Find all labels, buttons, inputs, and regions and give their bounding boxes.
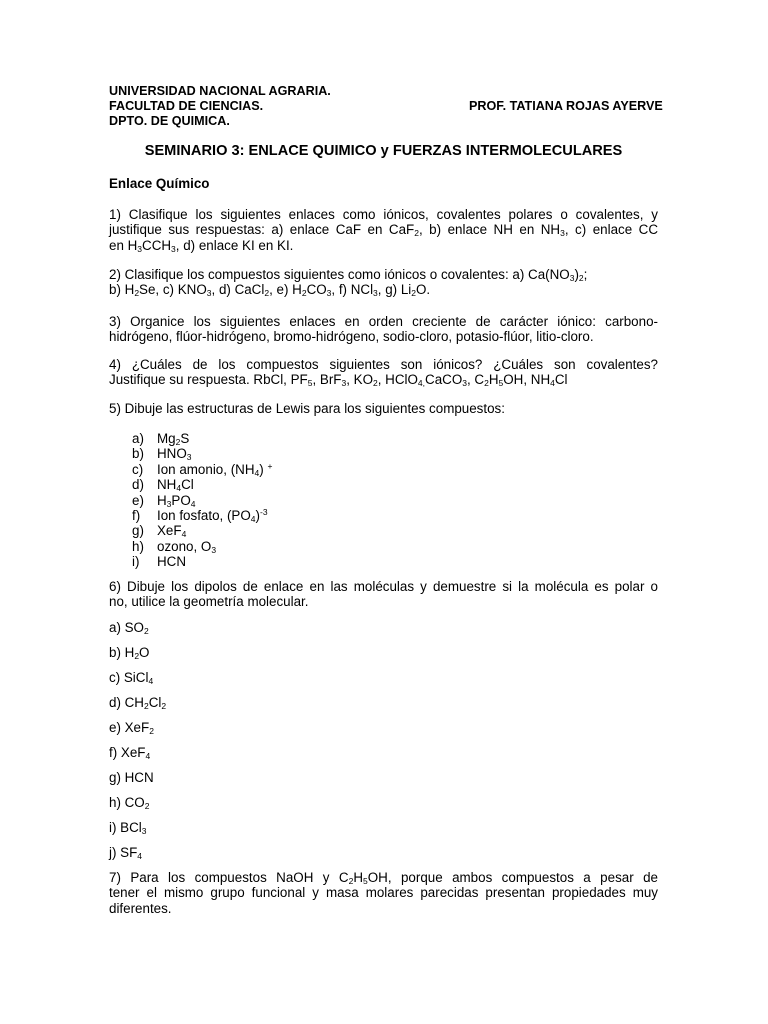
q5-list xyxy=(132,431,272,570)
q6-line1: 6) Dibuje los dipolos de enlace en las moléculas y demuestre si la molécula es polar o xyxy=(109,579,658,594)
question-4 xyxy=(109,357,658,388)
list-item: f) Ion fosfato, $(PO_4)^{-3}$ xyxy=(132,506,268,524)
q6-item-j: j) $SF_4$ xyxy=(109,845,142,861)
q6-line2: no, utilice la geometría molecular. xyxy=(109,594,309,610)
q6-item-c: c) SiCl$_4$ xyxy=(109,670,154,686)
list-item: d) $NH_4Cl$ xyxy=(132,477,194,494)
question-3 xyxy=(109,314,658,345)
q6-item-e: e) XeF$_2$ xyxy=(109,720,154,736)
list-item: a) $Mg_2S$ xyxy=(132,431,190,447)
q7-line2: tener el mismo grupo funcional y masa molares parecidas presentan propiedades muy xyxy=(109,885,658,901)
q6-item-h: h) $CO_2$ xyxy=(109,795,150,811)
question-1 xyxy=(109,207,658,253)
q2-line1: 2) Clasifique los compuestos siguientes como iónicos o covalentes: a) $Ca(NO_3)_2$; xyxy=(109,267,588,283)
q3-line1: 3) Organice los siguientes enlaces en orden creciente de carácter iónico: carbono- xyxy=(109,314,658,329)
question-7 xyxy=(109,870,658,916)
header-department: DPTO. DE QUIMICA. xyxy=(109,114,230,128)
q1-line2: justifique sus respuestas: a) enlace CaF en CaF$_2$, b) enlace NH en $NH_3$, c) enlace CC xyxy=(109,222,659,239)
document-title: SEMINARIO 3: ENLACE QUIMICO y FUERZAS INTERMOLECULARES xyxy=(144,143,623,159)
q1-line1: 1) Clasifique los siguientes enlaces como iónicos, covalentes polares o covalentes, y xyxy=(109,207,658,222)
q2-line2: b) $H_2Se$, c) $KNO_3$, d) CaCl$_2$, e) $H_2CO_3$, f) NCl$_3$, g) $Li_2O$. xyxy=(109,282,431,299)
q6-item-d: d) $CH_2Cl_2$ xyxy=(109,695,167,711)
list-item: b) $HNO_3$ xyxy=(132,446,192,463)
header-university: UNIVERSIDAD NACIONAL AGRARIA. xyxy=(109,84,331,98)
header-professor: PROF. TATIANA ROJAS AYERVE xyxy=(469,99,663,113)
list-item: c) Ion amonio, $(NH_4)$ + xyxy=(132,460,273,478)
list-item: e) $H_3PO_4$ xyxy=(132,492,196,509)
q6-item-i: i) BCl$_3$ xyxy=(109,820,147,836)
list-item: i) HCN xyxy=(132,554,187,570)
q7-line3: diferentes. xyxy=(109,900,172,916)
q1-line3: en $H_3CCH_3$, d) enlace KI en KI. xyxy=(109,237,294,254)
q6-item-f: f) XeF$_4$ xyxy=(109,745,151,761)
q6-item-g: g) HCN xyxy=(109,770,154,785)
header-faculty: FACULTAD DE CIENCIAS. xyxy=(109,99,264,113)
section-heading: Enlace Químico xyxy=(109,176,210,191)
list-item: h) ozono, $O_3$ xyxy=(132,538,217,555)
q3-line2: hidrógeno, flúor-hidrógeno, bromo-hidrógeno, sodio-cloro, potasio-flúor, litio-cloro. xyxy=(109,329,594,345)
q4-line1: 4) ¿Cuáles de los compuestos siguientes son iónicos? ¿Cuáles son covalentes? xyxy=(109,357,658,372)
q4-line2: Justifique su respuesta. RbCl, $PF_5$, BrF$_3$, $KO_2$, HClO$_{4,}$CaCO$_3$, $C_2H_5OH$, $NH_4Cl$ xyxy=(109,372,568,389)
question-5: 5) Dibuje las estructuras de Lewis para los siguientes compuestos: xyxy=(109,401,505,416)
q7-line1: 7) Para los compuestos NaOH y $C_2H_5OH$, porque ambos compuestos a pesar de xyxy=(109,870,658,886)
q6-item-a: a) $SO_2$ xyxy=(109,620,149,636)
question-6 xyxy=(109,579,658,610)
list-item: g) XeF$_4$ xyxy=(132,523,187,540)
question-2 xyxy=(109,267,658,298)
q6-item-b: b) $H_2O$ xyxy=(109,645,150,661)
